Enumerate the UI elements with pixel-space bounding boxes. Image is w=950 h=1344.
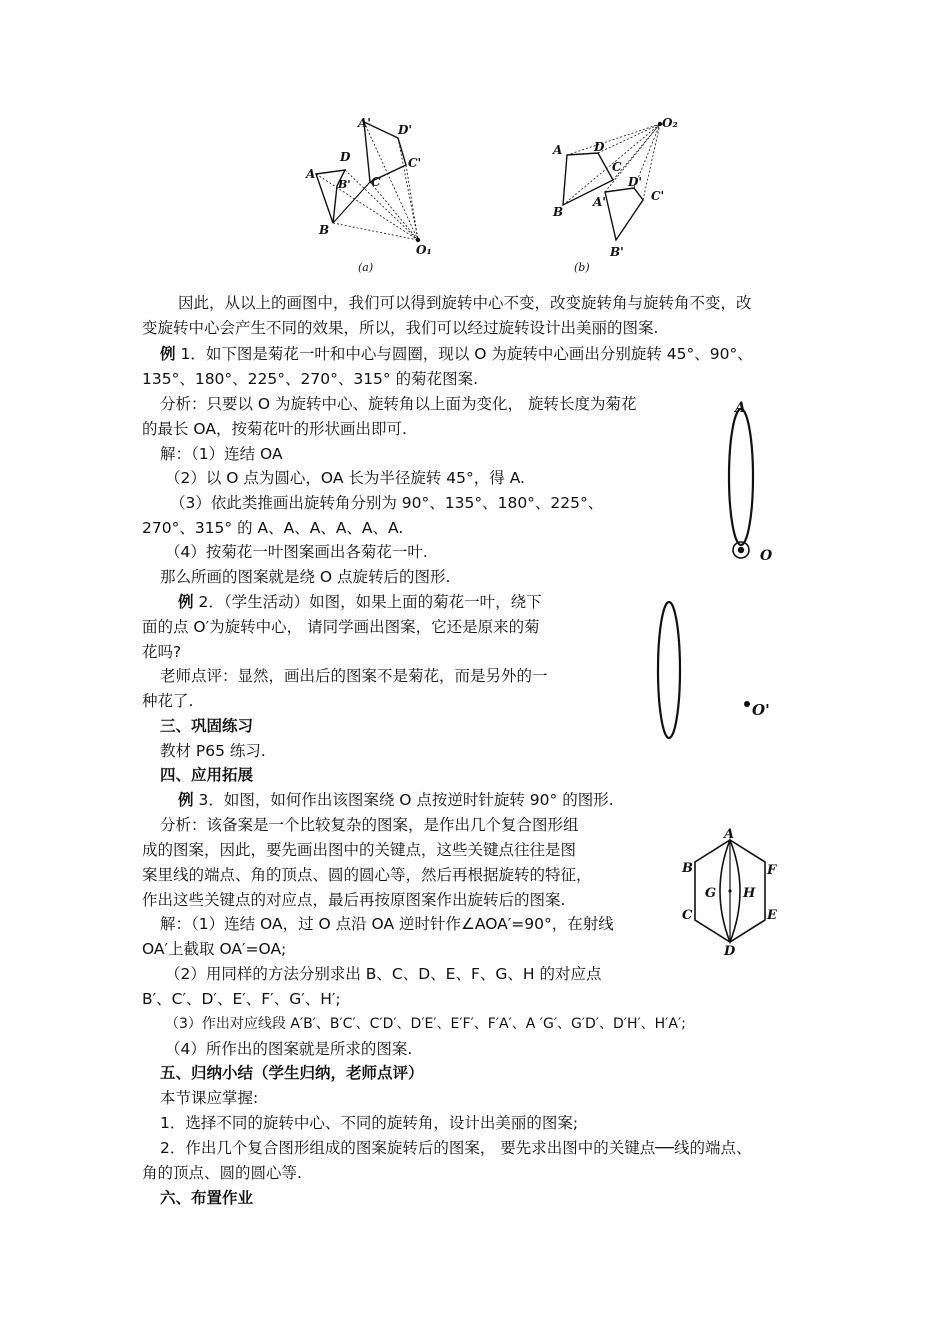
paragraph-line: 种花了. <box>142 692 194 710</box>
paragraph-line: 花吗? <box>142 643 182 661</box>
example-text: 3．如图，如何作出该图案绕 O 点按逆时针旋转 90° 的图形. <box>198 791 614 809</box>
example-2-line <box>178 592 542 612</box>
section-heading: 三、巩固练习 <box>160 717 254 735</box>
paragraph-line: （3）依此类推画出旋转角分别为 90°、135°、180°、225°、 <box>170 494 604 512</box>
paragraph-line: （2）以 O 点为圆心，OA 长为半径旋转 45°，得 A. <box>165 469 525 487</box>
label-b-prime: B' <box>338 178 351 191</box>
example-1-line <box>160 344 753 364</box>
paragraph-line: （3）作出对应线段 A′B′、B′C′、C′D′、D′E′、E′F′、F′A′、A ′G′、G′D′、D′H′、H′A′; <box>165 1016 686 1032</box>
label-o2: O₂ <box>662 116 678 130</box>
paragraph-line: B′、C′、D′、E′、F′、G′、H′; <box>142 990 341 1008</box>
paragraph-line: 那么所画的图案就是绕 O 点旋转后的图形. <box>160 568 451 586</box>
label-c-prime: C' <box>408 156 422 170</box>
label-b: B <box>553 205 564 219</box>
figure-b <box>550 110 690 280</box>
paragraph-line: 角的顶点、圆的圆心等. <box>142 1164 302 1182</box>
label-e: E <box>767 908 777 923</box>
paragraph-line: 分析：只要以 O 为旋转中心、旋转角以上面为变化， 旋转长度为菊花 <box>160 395 637 413</box>
paragraph-line: 的最长 OA，按菊花叶的形状画出即可. <box>142 420 407 438</box>
section-heading: 五、归纳小结（学生归纳，老师点评） <box>160 1064 424 1082</box>
label-c: C <box>682 908 693 923</box>
paragraph-line: 本节课应掌握: <box>160 1089 259 1107</box>
label-a: A <box>553 143 563 157</box>
paragraph-line: 270°、315° 的 A、A、A、A、A、A. <box>142 519 404 537</box>
example-label: 例 <box>160 345 176 363</box>
label-d: D <box>724 944 736 959</box>
label-d-prime: D' <box>628 175 643 189</box>
paragraph-line: 分析：该备案是一个比较复杂的图案，是作出几个复合图形组 <box>160 816 579 834</box>
label-a: A <box>724 827 735 842</box>
paragraph-line: （2）用同样的方法分别求出 B、C、D、E、F、G、H 的对应点 <box>165 965 602 983</box>
paragraph-line: 变旋转中心会产生不同的效果，所以，我们可以经过旋转设计出美丽的图案. <box>142 319 659 337</box>
example-3-line <box>178 790 614 810</box>
label-b-prime: B' <box>610 245 624 259</box>
label-b: B <box>319 223 330 237</box>
paragraph-line: 案里线的端点、角的顶点、圆的圆心等，然后再根据旋转的特征， <box>142 866 592 884</box>
paragraph-line: 2．作出几个复合图形组成的图案旋转后的图案， 要先求出图中的关键点──线的端点、 <box>160 1139 752 1157</box>
example-label: 例 <box>178 791 194 809</box>
label-o1: O₁ <box>416 243 432 257</box>
section-heading: 六、布置作业 <box>160 1189 254 1207</box>
label-d-prime: D' <box>398 123 413 137</box>
example-text: 1．如下图是菊花一叶和中心与圆圈，现以 O 为旋转中心画出分别旋转 45°、90°、 <box>180 345 753 363</box>
paragraph-line: 解：（1）连结 OA <box>160 445 283 463</box>
label-a-prime: A' <box>593 195 606 209</box>
label-d: D <box>340 150 351 164</box>
paragraph-line: 教材 P65 练习. <box>160 742 266 760</box>
label-c-prime: C' <box>651 189 665 203</box>
label-c: C <box>371 175 381 189</box>
label-a-prime: A' <box>358 116 371 130</box>
example-label: 例 <box>178 593 194 611</box>
label-o: O <box>760 548 773 564</box>
label-d: D <box>594 140 605 154</box>
paragraph-line: （4）所作出的图案就是所求的图案. <box>165 1040 413 1058</box>
label-f: F <box>767 863 777 878</box>
paragraph-line: 成的图案，因此，要先画出图中的关键点，这些关键点往往是图 <box>142 841 577 859</box>
paragraph-line: （4）按菊花一叶图案画出各菊花一叶. <box>165 543 428 561</box>
paragraph-line: 面的点 O′为旋转中心， 请同学画出图案，它还是原来的菊 <box>142 618 540 636</box>
paragraph-line: 135°、180°、225°、270°、315° 的菊花图案. <box>142 370 479 388</box>
example-text: 2．（学生活动）如图，如果上面的菊花一叶，绕下 <box>198 593 542 611</box>
figure-a <box>300 110 440 280</box>
label-c: C <box>612 160 622 174</box>
label-g: G <box>705 886 717 901</box>
label-a: A <box>735 400 746 416</box>
petal-figure-1 <box>715 395 785 570</box>
paragraph-line: 老师点评：显然，画出后的图案不是菊花，而是另外的一 <box>160 667 548 685</box>
label-a: A <box>306 167 316 181</box>
caption-a: (a) <box>358 261 374 274</box>
label-o-prime: O' <box>752 701 770 719</box>
label-h: H <box>743 886 756 901</box>
petal-figure-2 <box>650 598 780 743</box>
label-b: B <box>682 861 693 876</box>
paragraph-line: 1．选择不同的旋转中心、不同的旋转角，设计出美丽的图案; <box>160 1114 579 1132</box>
paragraph-line: 作出这些关键点的对应点，最后再按原图案作出旋转后的图案. <box>142 891 566 909</box>
section-heading: 四、应用拓展 <box>160 766 254 784</box>
paragraph-line: 解：（1）连结 OA，过 O 点沿 OA 逆时针作∠AOA′=90°，在射线 <box>160 915 614 933</box>
paragraph-line: 因此，从以上的画图中，我们可以得到旋转中心不变，改变旋转角与旋转角不变，改 <box>178 294 752 312</box>
paragraph-line: OA′上截取 OA′=OA; <box>142 940 287 958</box>
caption-b: (b) <box>574 261 590 274</box>
hexagon-figure <box>675 827 790 960</box>
